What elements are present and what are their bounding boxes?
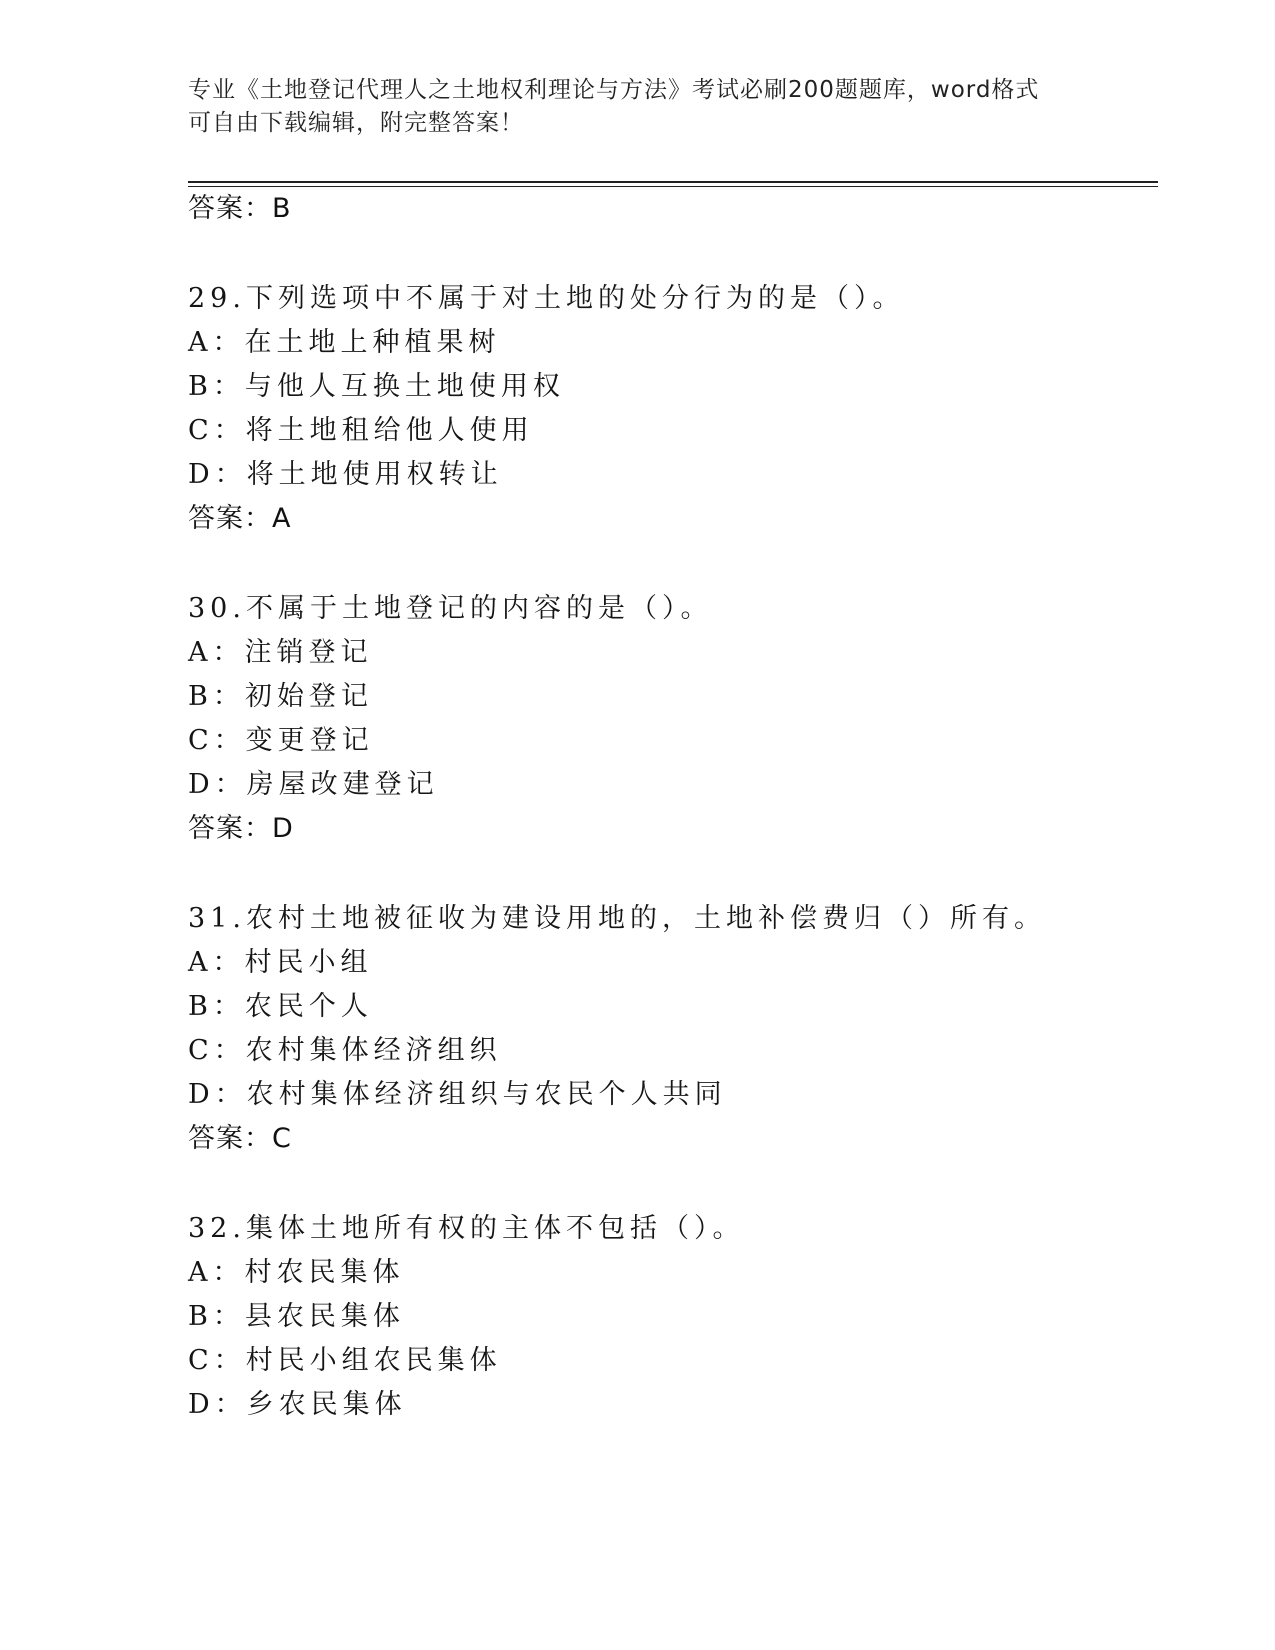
question-31-answer: 答案：C [188, 1123, 292, 1154]
question-29-answer: 答案：A [188, 503, 292, 534]
header-divider-thin [188, 186, 1158, 187]
question-32-option-a: A：村农民集体 [188, 1257, 405, 1288]
question-32-option-c: C：村民小组农民集体 [188, 1345, 502, 1376]
question-32-text: 32.集体土地所有权的主体不包括（）。 [188, 1213, 745, 1244]
question-29-option-a: A：在土地上种植果树 [188, 327, 501, 358]
question-31-option-b: B：农民个人 [188, 991, 373, 1022]
question-32-option-b: B：县农民集体 [188, 1301, 405, 1332]
page-header [188, 74, 1088, 140]
question-31-option-d: D：农村集体经济组织与农民个人共同 [188, 1079, 727, 1110]
question-30-answer: 答案：D [188, 813, 294, 844]
question-31-text: 31.农村土地被征收为建设用地的，土地补偿费归（）所有。 [188, 903, 1046, 934]
header-line-2: 可自由下载编辑，附完整答案！ [188, 110, 524, 136]
question-30-text: 30.不属于土地登记的内容的是（）。 [188, 593, 713, 624]
question-29-text: 29.下列选项中不属于对土地的处分行为的是（）。 [188, 283, 905, 314]
previous-answer: 答案：B [188, 193, 292, 224]
header-line-1: 专业《土地登记代理人之土地权利理论与方法》考试必刷200题题库，word格式 [188, 77, 1040, 103]
header-divider [188, 181, 1158, 183]
question-29-option-d: D：将土地使用权转让 [188, 459, 503, 490]
question-30-option-d: D：房屋改建登记 [188, 769, 439, 800]
question-29-option-c: C：将土地租给他人使用 [188, 415, 534, 446]
question-29-option-b: B：与他人互换土地使用权 [188, 371, 565, 402]
question-30-option-c: C：变更登记 [188, 725, 374, 756]
question-32-option-d: D：乡农民集体 [188, 1389, 407, 1420]
question-30-option-a: A：注销登记 [188, 637, 373, 668]
question-30-option-b: B：初始登记 [188, 681, 373, 712]
question-31-option-c: C：农村集体经济组织 [188, 1035, 502, 1066]
question-31-option-a: A：村民小组 [188, 947, 373, 978]
